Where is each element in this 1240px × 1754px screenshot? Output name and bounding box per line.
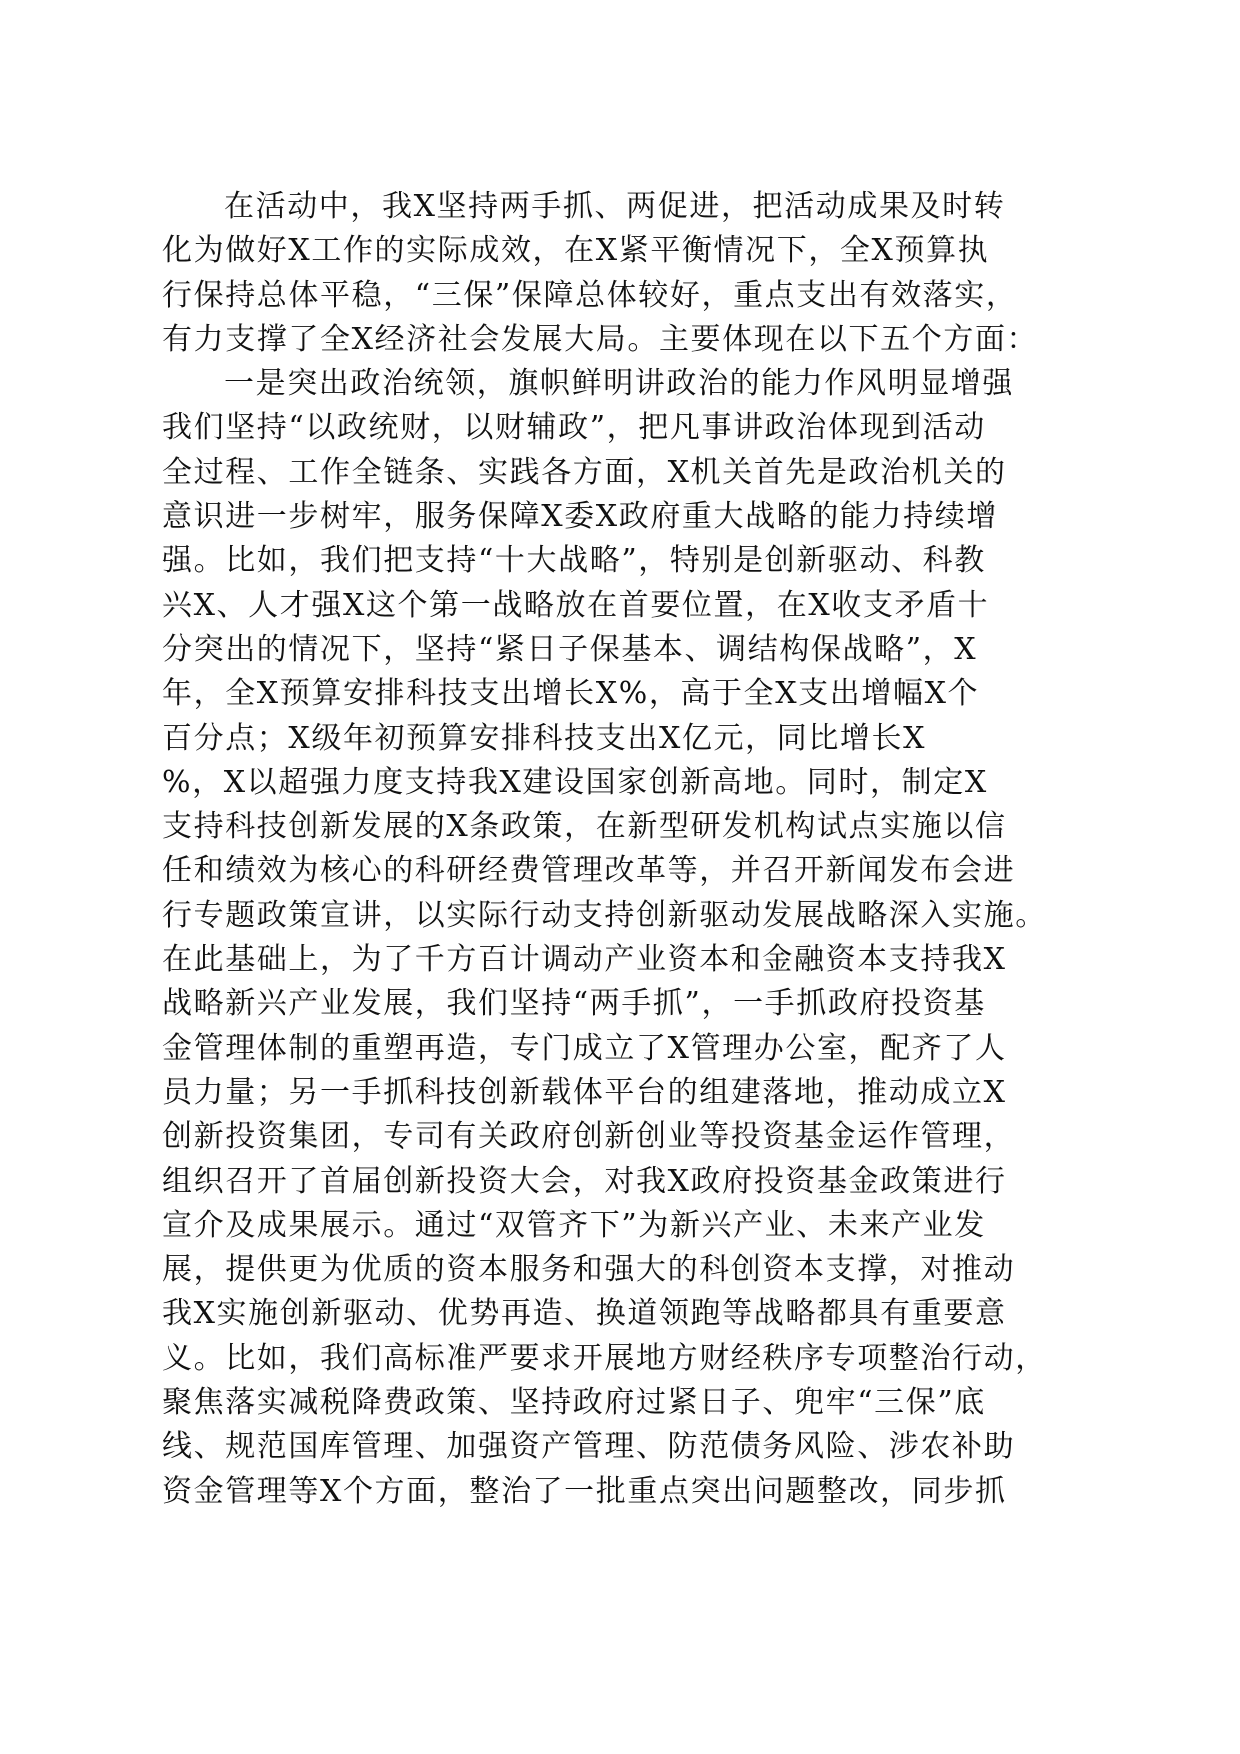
paragraph-2-line-11: 支持科技创新发展的X条政策，在新型研发机构试点实施以信 <box>162 809 1007 845</box>
paragraph-2-line-23: 义。比如，我们高标准严要求开展地方财经秩序专项整治行动， <box>162 1340 1047 1376</box>
paragraph-2-line-22: 我X实施创新驱动、优势再造、换道领跑等战略都具有重要意 <box>162 1296 1007 1332</box>
paragraph-1-line-4: 有力支撑了全X经济社会发展大局。主要体现在以下五个方面： <box>162 321 1039 357</box>
paragraph-2-line-14: 在此基础上，为了千方百计调动产业资本和金融资本支持我X <box>162 942 1007 978</box>
paragraph-1-line-2: 化为做好X工作的实际成效，在X紧平衡情况下，全X预算执 <box>162 233 990 269</box>
paragraph-2-line-20: 宣介及成果展示。通过“双管齐下”为新兴产业、未来产业发 <box>162 1207 986 1243</box>
paragraph-2-line-19: 组织召开了首届创新投资大会，对我X政府投资基金政策进行 <box>162 1163 1007 1199</box>
paragraph-2-line-15: 战略新兴产业发展，我们坚持“两手抓”，一手抓政府投资基 <box>162 986 986 1022</box>
paragraph-2-line-26: 资金管理等X个方面，整治了一批重点突出问题整改，同步抓 <box>162 1473 1007 1509</box>
paragraph-2-line-10: %，X以超强力度支持我X建设国家创新高地。同时，制定X <box>162 764 988 800</box>
paragraph-2-line-6: 兴X、人才强X这个第一战略放在首要位置，在X收支矛盾十 <box>162 587 990 623</box>
paragraph-2-line-5: 强。比如，我们把支持“十大战略”，特别是创新驱动、科教 <box>162 543 986 579</box>
paragraph-2-line-17: 员力量；另一手抓科技创新载体平台的组建落地，推动成立X <box>162 1074 1007 1110</box>
paragraph-2-line-13: 行专题政策宣讲，以实际行动支持创新驱动发展战略深入实施。 <box>162 897 1047 933</box>
paragraph-2-line-18: 创新投资集团，专司有关政府创新创业等投资基金运作管理， <box>162 1119 1016 1155</box>
paragraph-2-line-7: 分突出的情况下，坚持“紧日子保基本、调结构保战略”，X <box>162 631 978 667</box>
paragraph-2-line-9: 百分点；X级年初预算安排科技支出X亿元，同比增长X <box>162 720 927 756</box>
paragraph-2-line-16: 金管理体制的重塑再造，专门成立了X管理办公室，配齐了人 <box>162 1030 1007 1066</box>
paragraph-2-line-25: 线、规范国库管理、加强资产管理、防范债务风险、涉农补助 <box>162 1429 1016 1465</box>
paragraph-1-line-3: 行保持总体平稳，“三保”保障总体较好，重点支出有效落实， <box>162 277 1018 313</box>
paragraph-2-line-24: 聚焦落实减税降费政策、坚持政府过紧日子、兜牢“三保”底 <box>162 1385 986 1421</box>
paragraph-1-line-1: 在活动中，我X坚持两手抓、两促进，把活动成果及时转 <box>224 189 1006 224</box>
paragraph-2-line-12: 任和绩效为核心的科研经费管理改革等，并召开新闻发布会进 <box>162 853 1016 889</box>
paragraph-2-line-21: 展，提供更为优质的资本服务和强大的科创资本支撑，对推动 <box>162 1252 1016 1288</box>
body-text <box>162 185 1082 1514</box>
paragraph-2-line-8: 年，全X预算安排科技支出增长X%，高于全X支出增幅X个 <box>162 676 980 712</box>
paragraph-2-line-4: 意识进一步树牢，服务保障X委X政府重大战略的能力持续增 <box>162 499 998 535</box>
paragraph-2-line-3: 全过程、工作全链条、实践各方面，X机关首先是政治机关的 <box>162 454 1007 490</box>
paragraph-2-line-2: 我们坚持“以政统财，以财辅政”，把凡事讲政治体现到活动 <box>162 410 986 446</box>
paragraph-2-line-1: 一是突出政治统领，旗帜鲜明讲政治的能力作风明显增强 <box>224 366 1014 402</box>
